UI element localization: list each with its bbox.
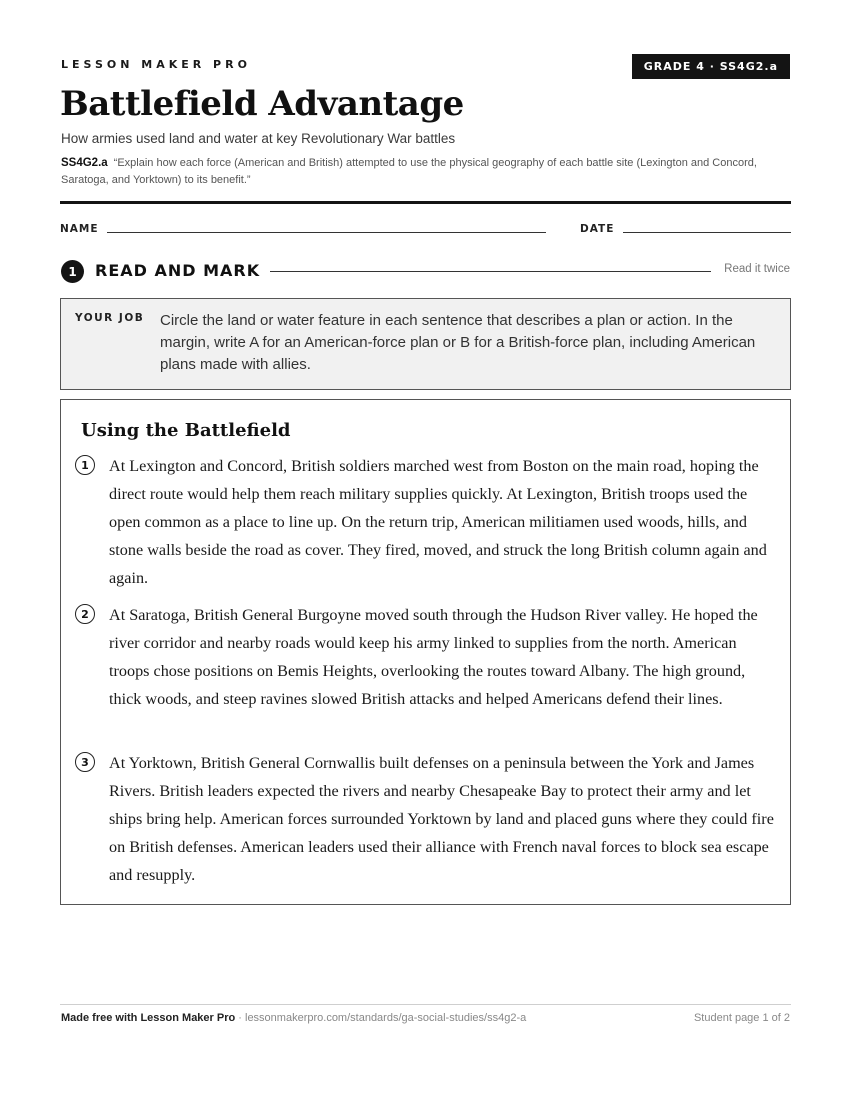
paragraph-number: 2 (75, 604, 95, 624)
section-number-badge: 1 (61, 260, 84, 283)
paragraph-text[interactable]: At Lexington and Concord, British soldiers marched west from Boston on the main road, hoping the direct route would help them reach military supplies quickly. At Lexington, British troops used the open common as a place to line up. On the return trip, American militiamen used woods, hills, and stone walls beside the road as cover. They fired, moved, and struck the long British column again and again. (109, 457, 767, 587)
section-note: Read it twice (724, 263, 790, 275)
standard-text: “Explain how each force (American and British) attempted to use the physical geography of each battle site (Lexington and Concord, Saratoga, and Yorktown) to its benefit.” (61, 157, 757, 186)
brand-name: LESSON MAKER PRO (61, 58, 251, 71)
paragraph-text[interactable]: At Saratoga, British General Burgoyne moved south through the Hudson River valley. He hoped the river corridor and nearby roads would keep his army linked to supplies from the north. American troops chose positions on Bemis Heights, overlooking the routes toward Albany. The high ground, thick woods, and steep ravines slowed British attacks and helped Americans defend their lines. (109, 606, 758, 708)
footer-made-with: Made free with Lesson Maker Pro (61, 1012, 236, 1024)
instructions-text: Circle the land or water feature in each sentence that describes a plan or action. In the margin, write A for an American-force plan or B for a British-force plan, including American plans made with allies. (160, 312, 756, 373)
footer-url[interactable]: lessonmakerpro.com/standards/ga-social-studies/ss4g2-a (245, 1012, 527, 1024)
footer-credit (61, 1012, 526, 1024)
paragraph-text[interactable]: At Yorktown, British General Cornwallis built defenses on a peninsula between the York and James Rivers. British leaders expected the rivers and nearby Chesapeake Bay to protect their army and let ships bring help. American forces surrounded Yorktown by land and placed guns where they could fire on British defenses. American leaders used their alliance with French naval forces to block sea escape and resupply. (109, 754, 774, 884)
grade-badge: GRADE 4 · SS4G2.a (632, 54, 790, 79)
section-title: READ AND MARK (95, 261, 261, 280)
date-field[interactable] (623, 232, 791, 233)
page-indicator: Student page 1 of 2 (693, 1012, 790, 1024)
page-title: Battlefield Advantage (60, 84, 464, 124)
paragraph-number: 3 (75, 752, 95, 772)
standard-code: SS4G2.a (61, 157, 108, 169)
name-label: NAME (60, 223, 99, 235)
paragraph-number: 1 (75, 455, 95, 475)
page-subtitle: How armies used land and water at key Revolutionary War battles (61, 131, 456, 146)
header-divider (60, 201, 791, 204)
instructions-box (60, 298, 791, 390)
instructions-label: YOUR JOB (75, 312, 145, 324)
reading-passage (60, 399, 791, 905)
passage-title: Using the Battlefield (81, 420, 291, 441)
standard-description (61, 155, 791, 189)
date-label: DATE (580, 223, 615, 235)
section-divider (270, 271, 711, 272)
footer-divider (60, 1004, 791, 1005)
name-field[interactable] (107, 232, 546, 233)
footer-separator: · (235, 1012, 245, 1024)
